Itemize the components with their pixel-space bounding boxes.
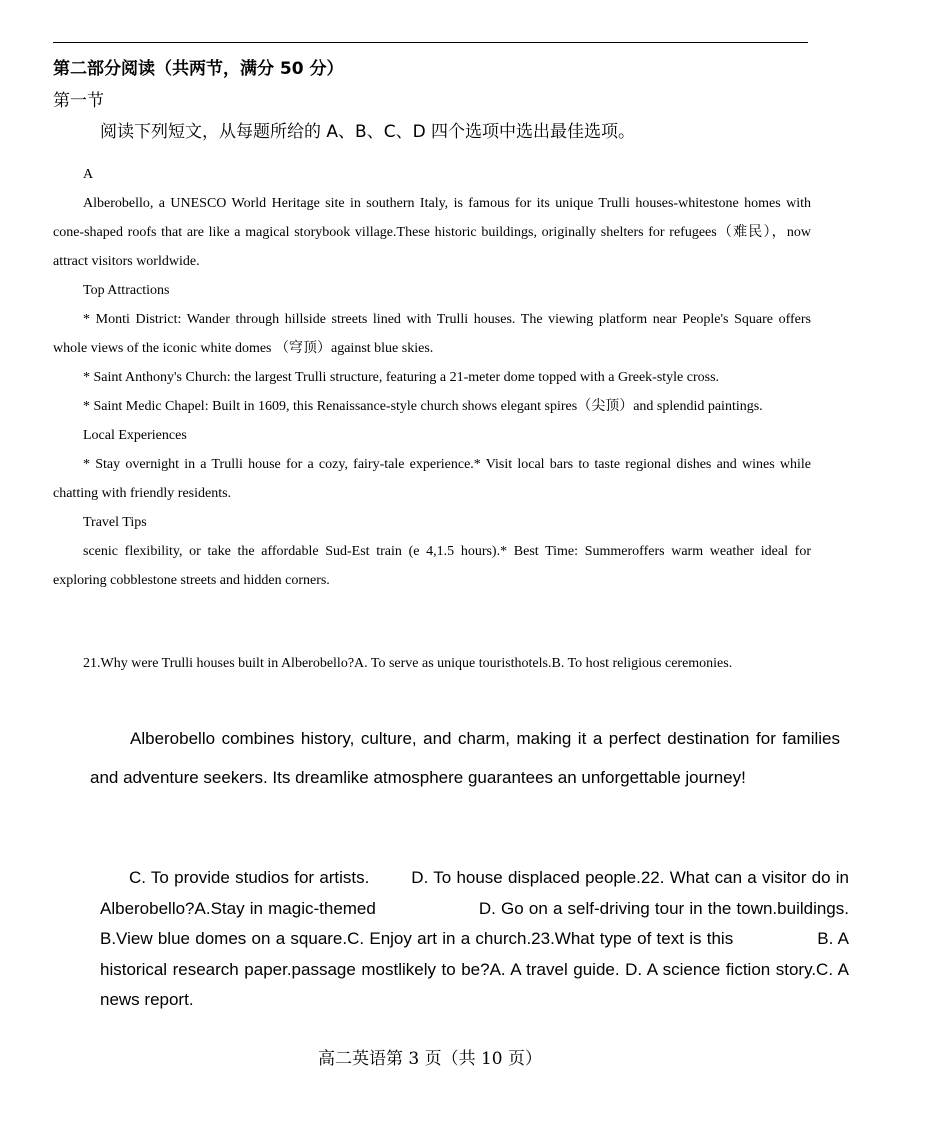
heading-local: Local Experiences [83, 428, 187, 443]
passage-intro: Alberobello, a UNESCO World Heritage site in southern Italy, is famous for its unique Trulli houses-whitestone homes with cone-shaped roofs that are like a magical storybook village.These historic buildings, originally shelters for refugees（难民），now attract visitors worldwide. [53, 196, 811, 269]
question-21: 21.Why were Trulli houses built in Alberobello?A. To serve as unique touristhotels.B. To host religious ceremonies. [83, 656, 733, 671]
reading-passage [53, 160, 811, 595]
page-footer: 高二英语第 3 页（共 10 页） [317, 1049, 543, 1069]
passage-label: A [83, 167, 94, 182]
heading-tips: Travel Tips [83, 515, 147, 530]
tips-item: scenic flexibility, or take the affordable Sud-Est train (e 4,1.5 hours).* Best Time: Summeroffers warm weather ideal for exploring cobblestone streets and hidden corners. [53, 544, 811, 588]
local-item: * Stay overnight in a Trulli house for a cozy, fairy-tale experience.* Visit local bars to taste regional dishes and wines while chatting with friendly residents. [53, 457, 811, 501]
attraction-item: * Monti District: Wander through hillside streets lined with Trulli houses. The viewing platform near People's Square offers whole views of the iconic white domes （穹顶）against blue skies. [53, 312, 811, 356]
section-title: 第二部分阅读（共两节，满分 50 分） [53, 59, 344, 79]
questions-block: C. To provide studios for artists. D. To house displaced people.22. What can a visitor do in Alberobello?A.Stay in magic-themed D. Go on a self-driving tour in the town.buildings. B.View blue domes on a square.C. Enjoy art in a church.23.What type of text is this B. A historical research paper.passage mostlikely to be?A. A travel guide. D. A science fiction story.C. A news report. [100, 868, 868, 1009]
attraction-item: * Saint Anthony's Church: the largest Trulli structure, featuring a 21-meter dome topped with a Greek-style cross. [83, 370, 720, 385]
subsection-title: 第一节 [53, 91, 104, 111]
attraction-item: * Saint Medic Chapel: Built in 1609, this Renaissance-style church shows elegant spires（尖顶）and splendid paintings. [83, 399, 763, 414]
summary-paragraph: Alberobello combines history, culture, and charm, making it a perfect destination for families and adventure seekers. Its dreamlike atmosphere guarantees an unforgettable journey! [90, 729, 840, 787]
instruction-text: 阅读下列短文，从每题所给的 A、B、C、D 四个选项中选出最佳选项。 [100, 122, 636, 142]
top-rule [53, 42, 808, 43]
heading-attractions: Top Attractions [83, 283, 170, 298]
